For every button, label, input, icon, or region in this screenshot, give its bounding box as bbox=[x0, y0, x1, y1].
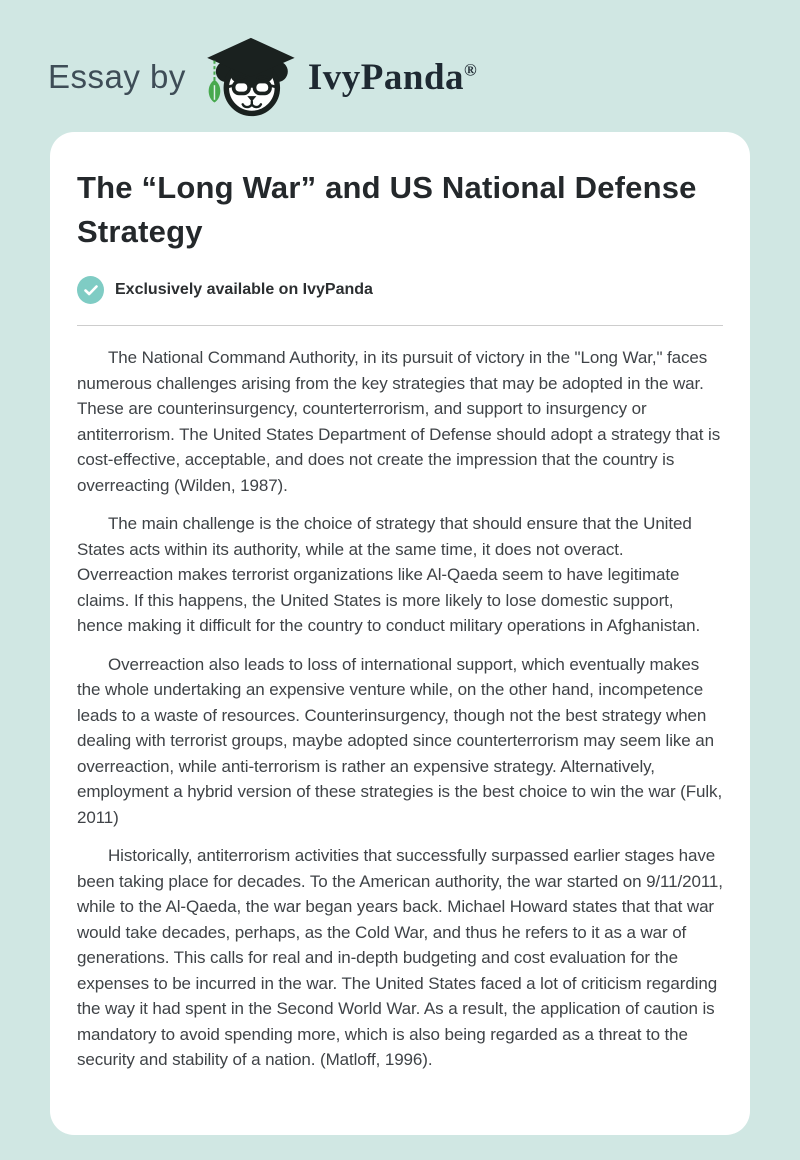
essay-by-label: Essay by bbox=[48, 58, 186, 95]
essay-title: The “Long War” and US National Defense Strategy bbox=[77, 170, 697, 249]
check-icon bbox=[77, 276, 104, 304]
essay-paragraph: Overreaction also leads to loss of international support, which eventually makes the whole undertaking an expensive venture while, on the other hand, incompetence leads to a waste of resources. Counterinsurgency, though not the best strategy when dealing with terrorist groups, maybe adopted since counterterrorism may seem like an overreaction, while anti-terrorism is rather an expensive strategy. Alternatively, employment a hybrid version of these strategies is the best choice to win the war (Fulk, 2011) bbox=[77, 654, 723, 827]
registered-mark: ® bbox=[464, 60, 478, 80]
page-header bbox=[0, 0, 800, 118]
divider bbox=[77, 325, 723, 326]
brand-name bbox=[308, 56, 477, 99]
ivypanda-panda-logo-icon bbox=[202, 36, 298, 118]
essay-body bbox=[77, 328, 723, 1073]
essay-paragraph: Historically, antiterrorism activities that successfully surpassed earlier stages have been taking place for decades. To the American authority, the war started on 9/11/2011, while to the Al-Qaeda, the war began years back. Michael Howard states that that war would take decades, perhaps, as the Cold War, and thus he refers to it as a war of generations. This calls for real and in-depth budgeting and cost evaluation for the expenses to be incurred in the war. The United States faced a lot of criticism regarding the way it had spent in the Second World War. As a result, the application of caution is mandatory to avoid spending more, which is also being regarded as a threat to the security and stability of a nation. (Matloff, 1996). bbox=[77, 846, 723, 1069]
brand-text: IvyPanda bbox=[307, 56, 465, 98]
exclusive-badge-label: Exclusively available on IvyPanda bbox=[115, 281, 373, 298]
essay-card bbox=[50, 132, 750, 1135]
essay-paragraph: The National Command Authority, in its pursuit of victory in the "Long War," faces numerous challenges arising from the key strategies that may be adopted in the war. These are counterinsurgency, counterterrorism, and support to insurgency or antiterrorism. The United States Department of Defense should adopt a strategy that is cost-effective, acceptable, and does not create the impression that the country is overreacting (Wilden, 1987). bbox=[77, 348, 721, 495]
exclusive-badge bbox=[77, 276, 723, 304]
essay-paragraph: The main challenge is the choice of strategy that should ensure that the United States acts within its authority, while at the same time, it does not overact. Overreaction makes terrorist organizations like Al-Qaeda seem to have legitimate claims. If this happens, the United States is more likely to lose domestic support, hence making it difficult for the country to conduct military operations in Afghanistan. bbox=[77, 514, 701, 635]
